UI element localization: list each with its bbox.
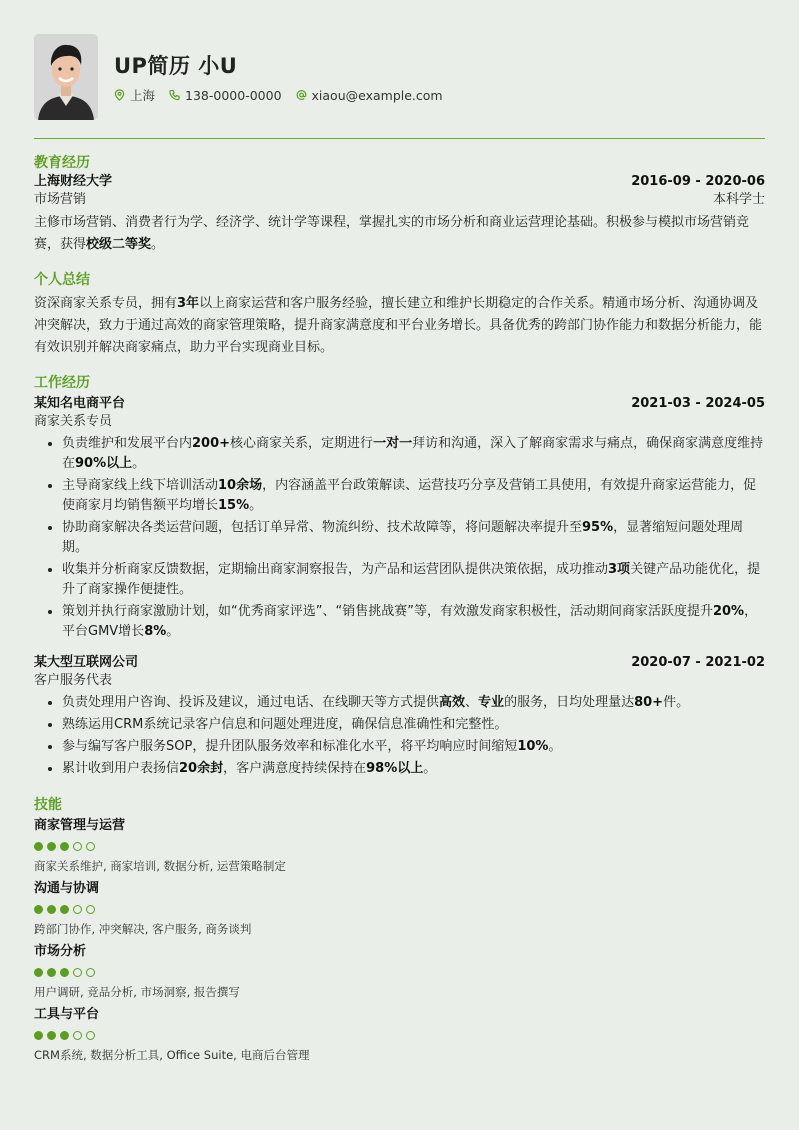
skill-level-dot — [47, 968, 56, 977]
education-row — [34, 173, 765, 191]
location-pin-icon — [114, 89, 125, 101]
skill-level-dot — [60, 968, 69, 977]
skill-level-dot — [73, 842, 82, 851]
skill-list — [34, 817, 765, 1063]
skill-item — [34, 943, 765, 1000]
skill-level-dot — [73, 968, 82, 977]
contact-phone[interactable] — [169, 88, 282, 103]
candidate-name: UP简历 小U — [114, 54, 238, 78]
skill-level-dot — [86, 1031, 95, 1040]
skill-level-dot — [34, 968, 43, 977]
job-bullet: • 收集并分析商家反馈数据，定期输出商家洞察报告，为产品和运营团队提供决策依据，成功推动3项关键产品功能优化，提升了商家操作便捷性。 — [62, 560, 765, 600]
skill-level-dot — [73, 1031, 82, 1040]
job-bullet: • 主导商家线上线下培训活动10余场，内容涵盖平台政策解读、运营技巧分享及营销工具使用，有效提升商家运营能力，促使商家月均销售额平均增长15%。 — [62, 476, 765, 516]
section-title-summary: 个人总结 — [34, 272, 90, 288]
skill-level-dot — [47, 905, 56, 914]
job-row — [34, 395, 765, 413]
skill-name: 工具与平台 — [34, 1007, 100, 1022]
job-bullets — [34, 693, 765, 779]
skill-level-dot — [86, 905, 95, 914]
skill-level-dot — [60, 905, 69, 914]
section-title-skills: 技能 — [34, 797, 62, 813]
skill-level-rating — [34, 966, 765, 978]
job-row — [34, 654, 765, 672]
job-dates: 2021-03 - 2024-05 — [631, 396, 765, 411]
avatar — [34, 34, 98, 120]
skill-level-dot — [60, 1031, 69, 1040]
skill-level-dot — [47, 1031, 56, 1040]
at-sign-icon — [296, 89, 307, 101]
phone-icon — [169, 89, 180, 101]
job-bullet: • 熟练运用CRM系统记录客户信息和问题处理进度，确保信息准确性和完整性。 — [62, 715, 765, 735]
skill-level-dot — [34, 842, 43, 851]
education-dates: 2016-09 - 2020-06 — [631, 174, 765, 189]
education-subrow — [34, 191, 765, 209]
section-title-work: 工作经历 — [34, 375, 90, 391]
resume-header — [34, 0, 765, 139]
education-description: 主修市场营销、消费者行为学、经济学、统计学等课程，掌握扎实的市场分析和商业运营理论基础。积极参与模拟市场营销竞赛，获得校级二等奖。 — [34, 215, 750, 252]
skill-name: 沟通与协调 — [34, 881, 100, 896]
company-name: 某知名电商平台 — [34, 396, 126, 411]
skill-description: 跨部门协作, 冲突解决, 客户服务, 商务谈判 — [34, 922, 252, 936]
job-bullet: • 协助商家解决各类运营问题，包括订单异常、物流纠纷、技术故障等，将问题解决率提升至95%，显著缩短问题处理周期。 — [62, 518, 765, 558]
job-bullet: • 负责维护和发展平台内200+核心商家关系，定期进行一对一拜访和沟通，深入了解商家需求与痛点，确保商家满意度维持在90%以上。 — [62, 434, 765, 474]
job-bullet: • 累计收到用户表扬信20余封，客户满意度持续保持在98%以上。 — [62, 759, 765, 779]
contact-email[interactable] — [296, 88, 443, 103]
skill-description: 用户调研, 竞品分析, 市场洞察, 报告撰写 — [34, 985, 240, 999]
job-dates: 2020-07 - 2021-02 — [631, 655, 765, 670]
job-role: 客户服务代表 — [34, 673, 113, 688]
skill-level-dot — [73, 905, 82, 914]
skill-level-dot — [34, 905, 43, 914]
contact-info — [114, 86, 457, 104]
summary-text: 资深商家关系专员，拥有3年以上商家运营和客户服务经验，擅长建立和维护长期稳定的合作关系。精通市场分析、沟通协调及冲突解决，致力于通过高效的商家管理策略，提升商家满意度和平台业务增长。具备优秀的跨部门协作能力和数据分析能力，能有效识别并解决商家痛点，助力平台实现商业目标。 — [34, 296, 763, 355]
skill-level-rating — [34, 1029, 765, 1041]
job-role: 商家关系专员 — [34, 414, 113, 429]
skills-section — [34, 795, 765, 1063]
skill-description: 商家关系维护, 商家培训, 数据分析, 运营策略制定 — [34, 859, 286, 873]
job-subrow — [34, 413, 765, 431]
email-text: xiaou@example.com — [311, 87, 443, 103]
skill-level-rating — [34, 840, 765, 852]
phone-text: 138-0000-0000 — [185, 87, 282, 103]
job-bullet: • 参与编写客户服务SOP，提升团队服务效率和标准化水平，将平均响应时间缩短10%。 — [62, 737, 765, 757]
job-bullets — [34, 434, 765, 642]
job-entry — [34, 395, 765, 642]
skill-level-dot — [60, 842, 69, 851]
skill-level-dot — [47, 842, 56, 851]
contact-location — [114, 86, 155, 104]
job-entry — [34, 654, 765, 779]
skill-name: 商家管理与运营 — [34, 818, 126, 833]
education-section — [34, 153, 765, 256]
skill-description: CRM系统, 数据分析工具, Office Suite, 电商后台管理 — [34, 1048, 310, 1062]
skill-level-dot — [86, 842, 95, 851]
company-name: 某大型互联网公司 — [34, 655, 139, 670]
location-text: 上海 — [130, 88, 156, 103]
skill-item — [34, 1006, 765, 1063]
job-bullet: • 负责处理用户咨询、投诉及建议，通过电话、在线聊天等方式提供高效、专业的服务，日均处理量达80+件。 — [62, 693, 765, 713]
skill-item — [34, 880, 765, 937]
major: 市场营销 — [34, 192, 87, 207]
skill-level-dot — [34, 1031, 43, 1040]
degree: 本科学士 — [712, 192, 765, 207]
job-list — [34, 395, 765, 779]
job-subrow — [34, 672, 765, 690]
summary-section — [34, 270, 765, 359]
skill-name: 市场分析 — [34, 944, 87, 959]
skill-level-rating — [34, 903, 765, 915]
work-section — [34, 373, 765, 779]
school-name: 上海财经大学 — [34, 174, 113, 189]
skill-item — [34, 817, 765, 874]
job-bullet: • 策划并执行商家激励计划，如“优秀商家评选”、“销售挑战赛”等，有效激发商家积极性，活动期间商家活跃度提升20%，平台GMV增长8%。 — [62, 602, 765, 642]
skill-level-dot — [86, 968, 95, 977]
section-title-education: 教育经历 — [34, 155, 90, 171]
